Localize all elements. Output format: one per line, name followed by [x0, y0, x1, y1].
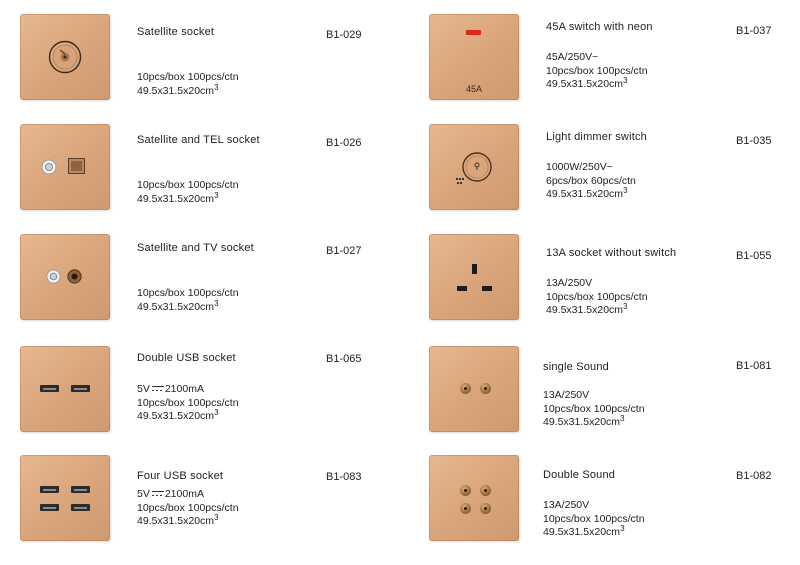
satellite-tel-socket-plate	[20, 124, 110, 210]
product-spec: 10pcs/box 100pcs/ctn $49.5x31.5x20cm^3$	[137, 287, 239, 313]
dc-symbol-icon	[152, 491, 164, 498]
plate-rating-label: 45A	[465, 84, 482, 94]
product-name: Double Sound	[543, 469, 616, 481]
usb-port-icon	[71, 486, 90, 493]
product-name: Satellite and TV socket	[137, 242, 254, 254]
product-satellite-socket	[20, 14, 410, 114]
satellite-socket-plate	[20, 14, 110, 100]
product-spec: 45A/250V~ 10pcs/box 100pcs/ctn $49.5x31.5x20cm^3$	[546, 51, 648, 90]
product-13a-socket-without-switch	[429, 234, 800, 334]
dimmer-knob-icon	[453, 150, 493, 190]
satellite-tv-socket-plate	[20, 234, 110, 320]
product-code: B1-082	[736, 470, 772, 482]
product-spec: 13A/250V 10pcs/box 100pcs/ctn $49.5x31.5x20cm^3$	[546, 277, 648, 316]
satellite-port-icon	[41, 159, 57, 175]
earth-pin-slot-icon	[472, 264, 477, 274]
usb-port-icon	[71, 504, 90, 511]
tv-port-icon	[67, 269, 82, 284]
speaker-terminal-icon	[480, 383, 491, 394]
satellite-connector-icon	[48, 40, 82, 74]
13a-socket-plate	[429, 234, 519, 320]
speaker-terminal-icon	[480, 503, 491, 514]
single-sound-plate	[429, 346, 519, 432]
satellite-port-icon	[46, 269, 61, 284]
product-spec: 10pcs/box 100pcs/ctn $49.5x31.5x20cm^3$	[137, 71, 239, 97]
product-name: Satellite socket	[137, 26, 215, 38]
product-name: single Sound	[543, 361, 610, 373]
45a-switch-plate	[429, 14, 519, 100]
double-sound-plate	[429, 455, 519, 541]
speaker-terminal-icon	[460, 485, 471, 496]
usb-port-icon	[40, 486, 59, 493]
product-light-dimmer-switch	[429, 124, 800, 224]
product-name: Light dimmer switch	[546, 131, 647, 143]
product-name: 45A switch with neon	[546, 21, 653, 33]
speaker-terminal-icon	[480, 485, 491, 496]
product-code: B1-083	[326, 471, 362, 483]
product-name: 13A socket without switch	[546, 247, 677, 259]
dimmer-switch-plate	[429, 124, 519, 210]
product-name: Four USB socket	[137, 470, 224, 482]
product-spec: 1000W/250V~ 6pcs/box 60pcs/ctn $49.5x31.5x20cm^3$	[546, 161, 636, 200]
product-code: B1-081	[736, 360, 772, 372]
neutral-pin-slot-icon	[482, 286, 492, 291]
speaker-terminal-icon	[460, 503, 471, 514]
product-code: B1-027	[326, 245, 362, 257]
product-spec: 10pcs/box 100pcs/ctn $49.5x31.5x20cm^3$	[137, 179, 239, 205]
usb-port-icon	[40, 504, 59, 511]
neon-indicator-icon	[466, 30, 481, 35]
tel-port-icon	[68, 158, 85, 174]
four-usb-socket-plate	[20, 455, 110, 541]
product-four-usb-socket	[20, 455, 410, 555]
product-double-sound	[429, 455, 800, 555]
double-usb-socket-plate	[20, 346, 110, 432]
dc-symbol-icon	[152, 386, 164, 393]
product-code: B1-055	[736, 250, 772, 262]
product-name: Satellite and TEL socket	[137, 134, 260, 146]
product-name: Double USB socket	[137, 352, 236, 364]
product-code: B1-029	[326, 29, 362, 41]
product-spec: 13A/250V 10pcs/box 100pcs/ctn $49.5x31.5x20cm^3$	[543, 389, 645, 428]
product-spec: 13A/250V 10pcs/box 100pcs/ctn $49.5x31.5x20cm^3$	[543, 499, 645, 538]
usb-port-icon	[71, 385, 90, 392]
product-code: B1-035	[736, 135, 772, 147]
product-double-usb-socket	[20, 346, 410, 446]
product-satellite-tel-socket	[20, 124, 410, 224]
product-spec: 5V 2100mA 10pcs/box 100pcs/ctn $49.5x31.5x20cm^3$	[137, 488, 239, 527]
product-45a-switch-with-neon	[429, 14, 800, 114]
product-spec: 5V 2100mA 10pcs/box 100pcs/ctn $49.5x31.5x20cm^3$	[137, 383, 239, 422]
live-pin-slot-icon	[457, 286, 467, 291]
product-single-sound	[429, 346, 800, 446]
product-code: B1-065	[326, 353, 362, 365]
product-code: B1-026	[326, 137, 362, 149]
usb-port-icon	[40, 385, 59, 392]
speaker-terminal-icon	[460, 383, 471, 394]
product-code: B1-037	[736, 25, 772, 37]
product-satellite-tv-socket	[20, 234, 410, 334]
